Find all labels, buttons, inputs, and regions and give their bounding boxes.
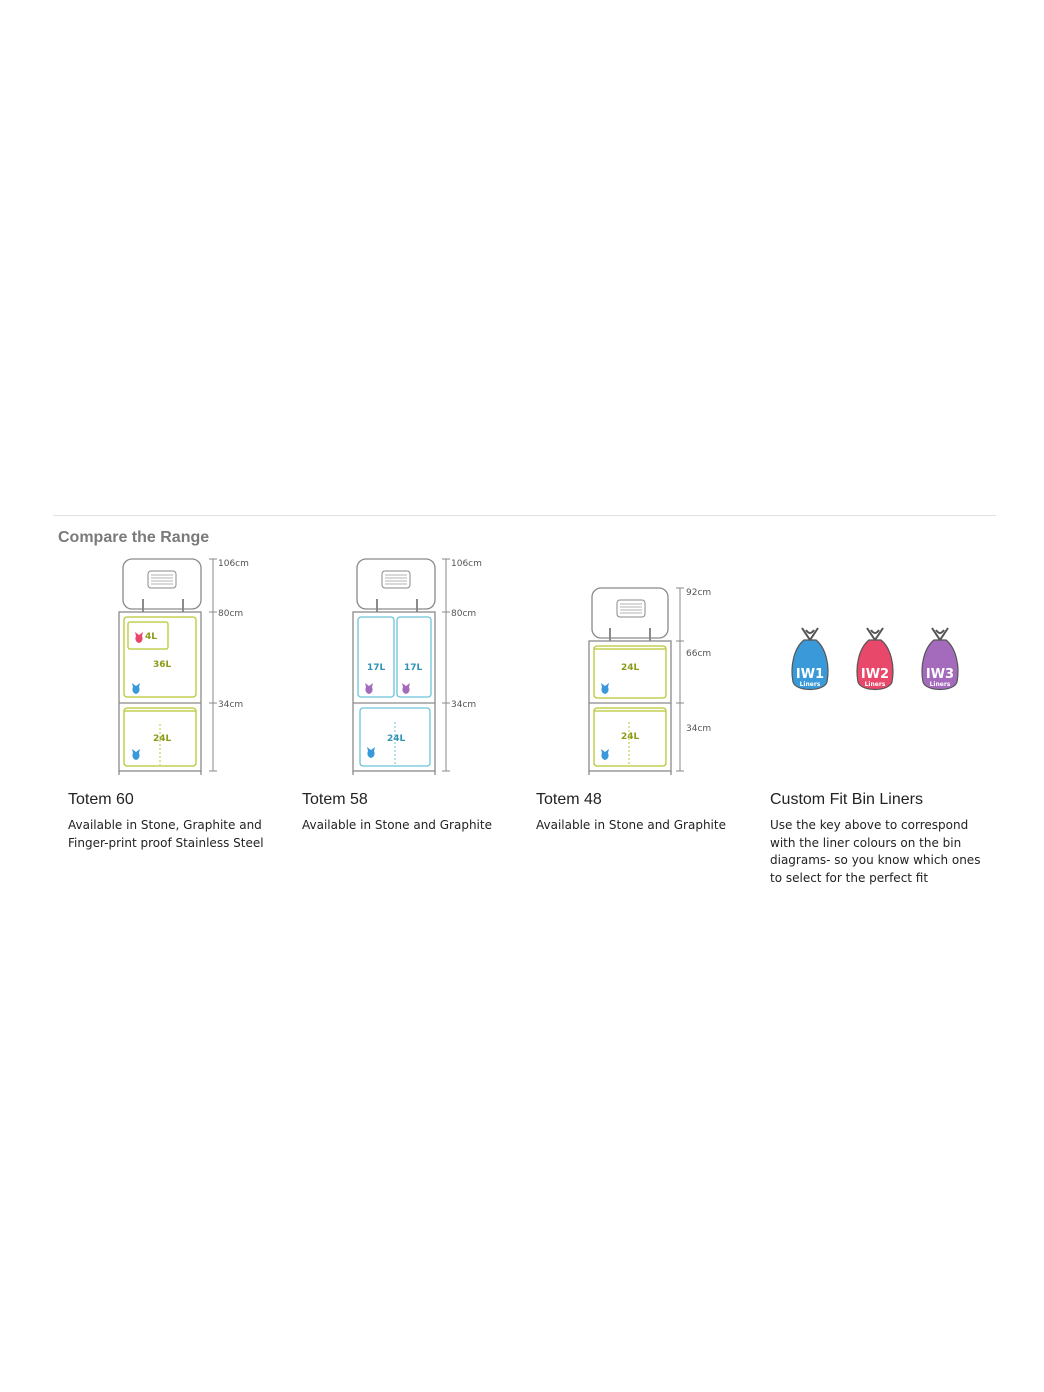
height-label-overall: 106cm <box>451 559 482 569</box>
totem-48-diagram <box>576 584 726 777</box>
liners-desc: Use the key above to correspond with the liner colours on the bin diagrams- so you know which ones to select for the perfect fit <box>770 818 981 885</box>
liner-sub-iw1: Liners <box>799 681 821 688</box>
height-label-mid: 66cm <box>686 649 712 659</box>
volume-label-4l: 4L <box>145 632 157 642</box>
volume-label-24l-upper: 24L <box>621 663 640 673</box>
product-desc-totem-60: Available in Stone, Graphite and Finger-print proof Stainless Steel <box>68 818 264 850</box>
section-divider <box>53 515 996 516</box>
product-desc-totem-58: Available in Stone and Graphite <box>302 818 492 832</box>
liner-code-iw2: IW2 <box>860 667 890 682</box>
bin-body <box>119 612 201 771</box>
volume-label-24l: 24L <box>387 734 406 744</box>
liner-bag-iw1-icon <box>792 628 828 690</box>
product-title-totem-58: Totem 58 <box>302 791 368 808</box>
bin-body <box>589 641 671 771</box>
height-label-lower: 34cm <box>686 724 712 734</box>
volume-label-24l: 24L <box>153 734 172 744</box>
liner-sub-iw3: Liners <box>929 681 951 688</box>
height-label-lower: 34cm <box>451 700 477 710</box>
lid-vent-icon <box>382 571 410 588</box>
liner-bag-iw3-icon <box>922 628 958 690</box>
liner-bag-iw2-icon <box>857 628 893 690</box>
product-title-totem-60: Totem 60 <box>68 791 134 808</box>
liners-title: Custom Fit Bin Liners <box>770 791 923 808</box>
volume-label-17l-left: 17L <box>367 663 386 673</box>
totem-60-diagram <box>108 555 258 777</box>
volume-label-17l-right: 17L <box>404 663 423 673</box>
volume-label-36l: 36L <box>153 660 172 670</box>
totem-58-diagram <box>342 555 492 777</box>
height-label-overall: 92cm <box>686 588 712 598</box>
section-title: Compare the Range <box>58 529 210 546</box>
lid-vent-icon <box>148 571 176 588</box>
lid-vent-icon <box>617 600 645 617</box>
product-title-totem-48: Totem 48 <box>536 791 602 808</box>
liner-sub-iw2: Liners <box>864 681 886 688</box>
height-label-lower: 34cm <box>218 700 244 710</box>
liner-code-iw1: IW1 <box>795 667 825 682</box>
height-label-overall: 106cm <box>218 559 249 569</box>
height-label-mid: 80cm <box>218 609 244 619</box>
liner-code-iw3: IW3 <box>925 667 955 682</box>
volume-label-24l-lower: 24L <box>621 732 640 742</box>
product-desc-totem-48: Available in Stone and Graphite <box>536 818 726 832</box>
liner-key <box>780 622 980 702</box>
height-label-mid: 80cm <box>451 609 477 619</box>
